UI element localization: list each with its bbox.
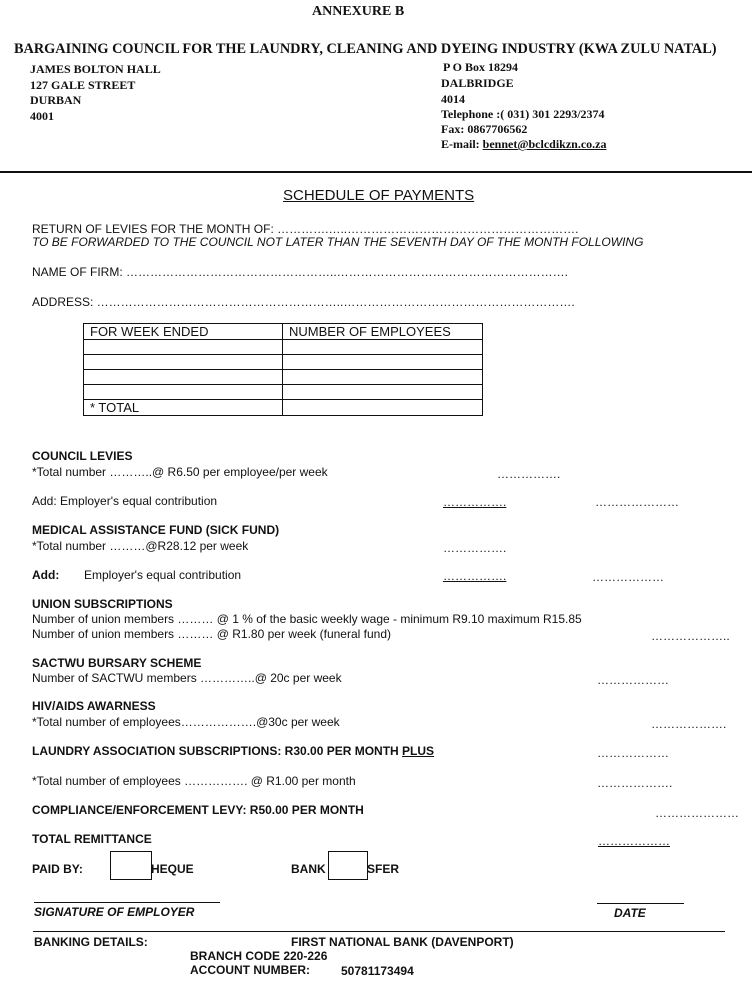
total-label: * TOTAL <box>84 400 283 416</box>
table-row <box>84 370 483 385</box>
table-row <box>84 385 483 400</box>
union-line-2: Number of union members ……… @ R1.80 per week (funeral fund) <box>32 627 391 641</box>
cheque-label: HEQUE <box>151 862 194 876</box>
hiv-line: *Total number of employees……………….@30c per week <box>32 715 340 729</box>
laundry-heading-text: LAUNDRY ASSOCIATION SUBSCRIPTIONS: R30.00 PER MONTH <box>32 744 403 758</box>
week-cell[interactable] <box>84 385 283 400</box>
column-header: FOR WEEK ENDED <box>84 324 283 340</box>
date-label: DATE <box>614 906 646 920</box>
employees-cell[interactable] <box>283 355 483 370</box>
council-levies-amount[interactable]: ……………. <box>497 467 561 481</box>
week-table <box>83 323 483 416</box>
laundry-line-amount[interactable]: ………………. <box>597 776 673 790</box>
medical-total[interactable]: ……………… <box>592 570 664 584</box>
medical-add-amount[interactable]: ……………. <box>443 569 507 583</box>
total-cell[interactable] <box>283 400 483 416</box>
week-cell[interactable] <box>84 355 283 370</box>
email-link[interactable]: bennet@bclcdikzn.co.za <box>482 137 607 151</box>
transfer-label: SFER <box>367 862 400 876</box>
hiv-amount[interactable]: ………………. <box>651 717 727 731</box>
account-number-label: ACCOUNT NUMBER: <box>190 963 310 977</box>
header-divider <box>0 171 752 173</box>
laundry-heading <box>32 744 434 758</box>
council-levies-total[interactable]: ………………… <box>595 495 679 509</box>
cheque-checkbox[interactable] <box>110 851 152 880</box>
compliance-amount[interactable]: ………………… <box>655 806 739 820</box>
name-of-firm: NAME OF FIRM: ……………………………………………..…………………………………………………. <box>32 265 568 279</box>
suburb: DALBRIDGE <box>441 76 514 90</box>
council-levies-add-amount[interactable]: ……………. <box>443 495 507 509</box>
po-box: P O Box 18294 <box>443 60 519 74</box>
hiv-heading: HIV/AIDS AWARNESS <box>32 699 156 713</box>
banking-label: BANKING DETAILS: <box>34 935 148 949</box>
fax: Fax: 0867706562 <box>441 122 528 136</box>
bank-transfer-checkbox[interactable] <box>328 851 368 880</box>
medical-add-label: Add: <box>32 568 60 582</box>
address-line: JAMES BOLTON HALL <box>30 62 161 76</box>
email-line <box>441 137 607 152</box>
laundry-amount[interactable]: ……………… <box>597 746 669 760</box>
address-line: 4001 <box>30 109 54 123</box>
branch-code: BRANCH CODE 220-226 <box>190 949 328 963</box>
bursary-heading: SACTWU BURSARY SCHEME <box>32 656 202 670</box>
medical-heading: MEDICAL ASSISTANCE FUND (SICK FUND) <box>32 523 280 537</box>
compliance-heading: COMPLIANCE/ENFORCEMENT LEVY: R50.00 PER MONTH <box>32 803 364 817</box>
table-total-row <box>84 400 483 416</box>
annexure-title: ANNEXURE B <box>312 4 405 19</box>
address-line: 127 GALE STREET <box>30 78 136 92</box>
council-levies-add: Add: Employer's equal contribution <box>32 494 218 508</box>
table-header-row <box>84 324 483 340</box>
employees-cell[interactable] <box>283 385 483 400</box>
laundry-line: *Total number of employees ……………. @ R1.00 per month <box>32 774 356 788</box>
total-remittance-label: TOTAL REMITTANCE <box>32 832 152 846</box>
employees-cell[interactable] <box>283 340 483 355</box>
table-row <box>84 355 483 370</box>
council-levies-line: *Total number ………..@ R6.50 per employee/per week <box>32 465 328 479</box>
address-line: DURBAN <box>30 93 82 107</box>
forward-note: TO BE FORWARDED TO THE COUNCIL NOT LATER THAN THE SEVENTH DAY OF THE MONTH FOLLOWING <box>32 235 644 249</box>
telephone: Telephone :( 031) 301 2293/2374 <box>441 107 605 121</box>
council-name: BARGAINING COUNCIL FOR THE LAUNDRY, CLEANING AND DYEING INDUSTRY (KWA ZULU NATAL) <box>14 41 717 57</box>
return-of-levies: RETURN OF LEVIES FOR THE MONTH OF: ………….…..…………………………………………………. <box>32 222 579 236</box>
medical-amount[interactable]: ……………. <box>443 541 507 555</box>
column-header: NUMBER OF EMPLOYEES <box>283 324 483 340</box>
medical-add-text: Employer's equal contribution <box>84 568 242 582</box>
bank-label: BANK <box>291 862 326 876</box>
employees-cell[interactable] <box>283 370 483 385</box>
postal-code: 4014 <box>441 92 465 106</box>
footer-divider <box>33 931 725 932</box>
table-row <box>84 340 483 355</box>
date-line[interactable] <box>597 903 684 904</box>
week-cell[interactable] <box>84 340 283 355</box>
council-levies-heading: COUNCIL LEVIES <box>32 449 133 463</box>
signature-label: SIGNATURE OF EMPLOYER <box>34 905 195 919</box>
bank-name: FIRST NATIONAL BANK (DAVENPORT) <box>291 935 514 949</box>
union-heading: UNION SUBSCRIPTIONS <box>32 597 173 611</box>
email-label: E-mail: <box>441 137 483 151</box>
total-remittance-amount[interactable]: ……………… <box>598 834 670 848</box>
account-number: 50781173494 <box>341 964 414 978</box>
week-cell[interactable] <box>84 370 283 385</box>
address-field: ADDRESS: ……………………………………………………..…………………………………………………. <box>32 295 575 309</box>
bursary-line: Number of SACTWU members …………..@ 20c per week <box>32 671 342 685</box>
signature-line[interactable] <box>34 902 220 903</box>
bursary-amount[interactable]: ……………… <box>597 673 669 687</box>
paid-by-label: PAID BY: <box>32 862 83 876</box>
schedule-title: SCHEDULE OF PAYMENTS <box>283 187 475 204</box>
laundry-plus: PLUS <box>402 744 435 758</box>
union-line-1: Number of union members ……… @ 1 % of the basic weekly wage - minimum R9.10 maximum R15.85 <box>32 612 582 626</box>
union-amount[interactable]: ……………….. <box>651 629 730 643</box>
medical-line: *Total number ………@R28.12 per week <box>32 539 249 553</box>
